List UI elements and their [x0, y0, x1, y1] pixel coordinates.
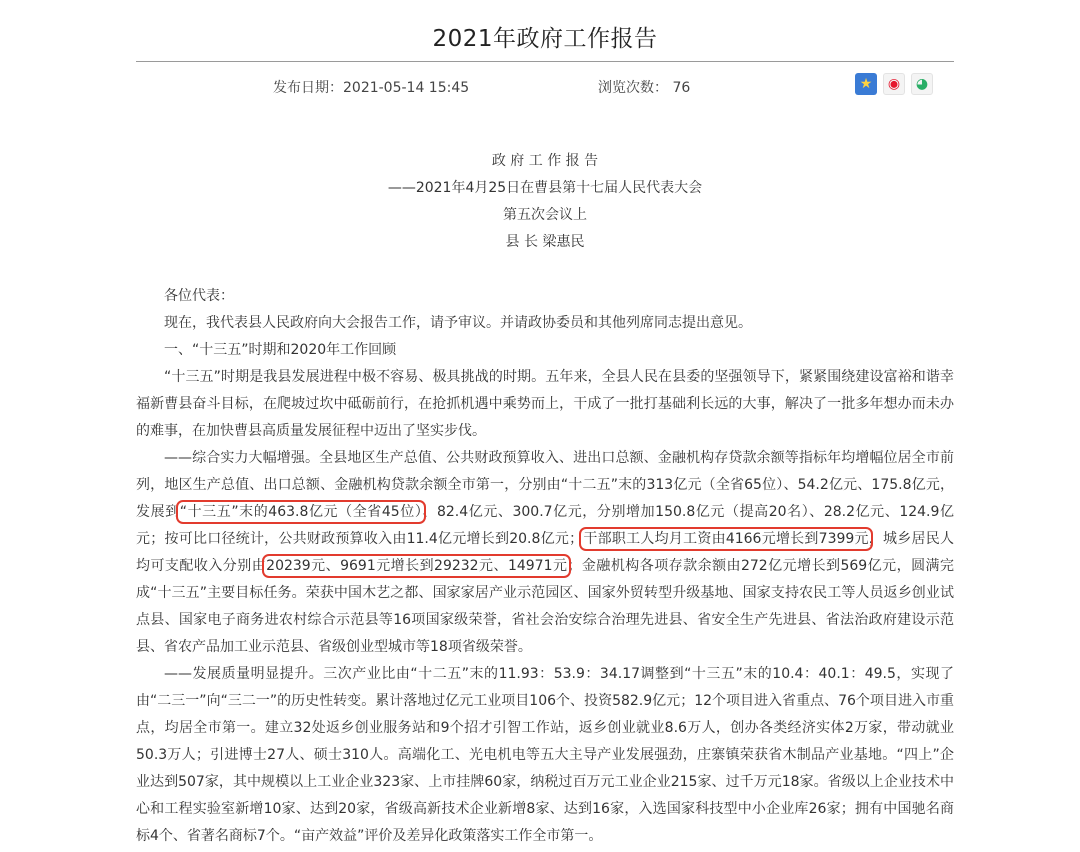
salutation: 各位代表： — [164, 288, 234, 304]
wechat-icon[interactable]: ◕ — [911, 73, 933, 95]
star-icon[interactable]: ★ — [855, 73, 877, 95]
development-quality-paragraph: ——发展质量明显提升。三次产业比由“十二五”末的11.93：53.9：34.17调整到“十三五”末的10.4：40.1：49.5，实现了由“二三一”向“三二一”的历史性转变。累计落地过亿元工业项目106个、投资582.9亿元；12个项目进入省重点、76个项目进入市重点，均居全市第一。建立32处返乡创业服务站和9个招才引智工作站，返乡创业就业8.6万人，创办各类经济实体2万家，带动就业50.3万人；引进博士27人、硕士310人。高端化工、光电机电等五大主导产业发展强劲，庄寨镇荣获省木制品产业基地。“四上”企业达到507家，其中规模以上工业企业323家、上市挂牌60家，纳税过百万元工业企业215家、过千万元18家。省级以上企业技术中心和工程实验室新增10家、达到20家，省级高新技术企业新增8家、达到16家，入选国家科技型中小企业库26家；拥有中国驰名商标4个、省著名商标7个。“亩产效益”评价及差异化政策落实工作全市第一。 — [136, 666, 954, 844]
highlight-income: 20239元、9691元增长到29232元、14971元 — [266, 558, 568, 574]
report-occasion: ——2021年4月25日在曹县第十七届人民代表大会 — [387, 180, 703, 196]
text-segment: ；金融机构各项存款余额由272亿元增长到569亿元，圆满完成“十三五”主要目标任务。荣获中国木艺之都、国家家居产业示范园区、国家外贸转型升级基地、国家支持农民工等人员返乡创业试点县、国家电子商务进农村综合示范县等16项国家级荣誉，省社会治安综合治理先进县、省安全生产先进县、省法治政府建设示范县、省农产品加工业示范县、省级创业型城市等18项省级荣誉。 — [136, 558, 954, 655]
text-segment: ——综合实力大幅增强。全县地区生产总值、公共财政预算收入、进出口总额、金融机构存贷款余额等指标年均增幅位居全市前列，地区生产总值、出口总额、金融机构贷款余额全市第一，分别由“十二五”末的313亿元（全省65位）、54.2亿元、175.8亿元，发展到 — [136, 450, 954, 520]
highlight-wage: 干部职工人均月工资由4166元增长到7399元 — [583, 531, 869, 547]
text-segment: ，城乡居民人均可支配收入分别由 — [136, 531, 955, 574]
publish-date: 发布日期：2021-05-14 15:45 — [273, 80, 470, 96]
text-segment: 、82.4亿元、300.7亿元，分别增加150.8亿元（提高20名）、28.2亿元、124.9亿元；按可比口径统计，公共财政预算收入由11.4亿元增长到20.8亿元； — [136, 504, 954, 547]
title-divider — [136, 61, 954, 62]
highlight-gdp: “十三五”末的463.8亿元（全省45位） — [179, 504, 423, 520]
section-heading: 一、“十三五”时期和2020年工作回顾 — [164, 342, 397, 358]
view-count: 浏览次数： 76 — [598, 80, 691, 96]
article-title: 2021年政府工作报告 — [432, 26, 658, 52]
share-bar — [855, 73, 933, 95]
intro-paragraph: 现在，我代表县人民政府向大会报告工作，请予审议。并请政协委员和其他列席同志提出意见。 — [164, 315, 752, 331]
weibo-icon[interactable]: ◉ — [883, 73, 905, 95]
report-heading: 政 府 工 作 报 告 — [491, 153, 599, 169]
economic-strength-paragraph — [136, 445, 954, 661]
overview-paragraph: “十三五”时期是我县发展进程中极不容易、极具挑战的时期。五年来，全县人民在县委的坚强领导下，紧紧围绕建设富裕和谐幸福新曹县奋斗目标，在爬坡过坎中砥砺前行，在抢抓机遇中乘势而上，干成了一批打基础利长远的大事，解决了一批多年想办而未办的难事，在加快曹县高质量发展征程中迈出了坚实步伐。 — [136, 369, 954, 439]
report-session: 第五次会议上 — [503, 207, 587, 223]
report-speaker: 县 长 梁惠民 — [505, 234, 585, 250]
